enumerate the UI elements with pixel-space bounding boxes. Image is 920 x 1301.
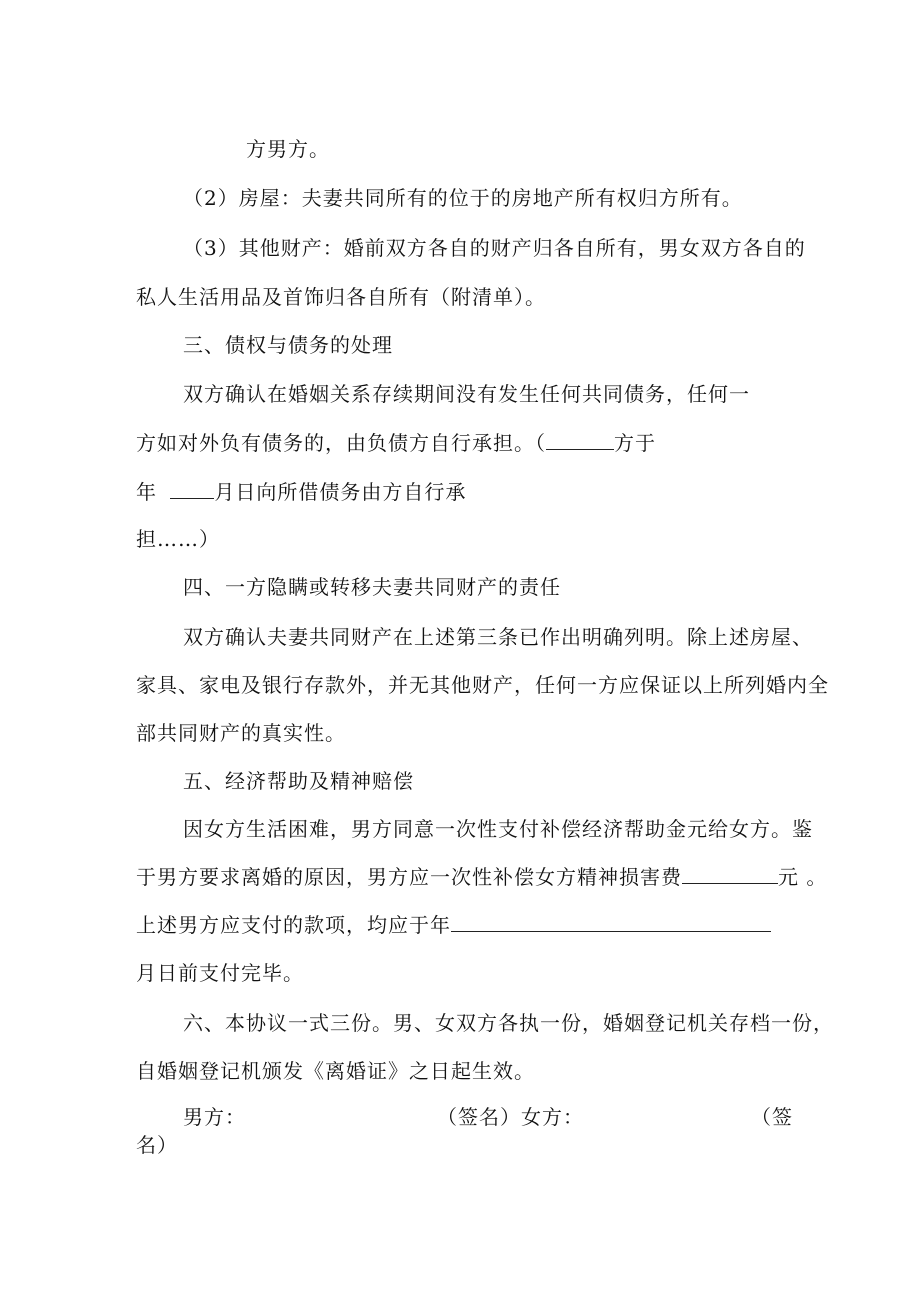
text-line: （3）其他财产：婚前双方各自的财产归各自所有，男女双方各自的 [183,236,806,260]
text-line: 六、本协议一式三份。男、女双方各执一份，婚姻登记机关存档一份， [183,1011,834,1035]
text-line [136,865,827,889]
section-heading: 四、一方隐瞒或转移夫妻共同财产的责任 [183,575,561,599]
text-segment: 于男方要求离婚的原因，男方应一次性补偿女方精神损害费 [136,865,682,889]
text-line: 双方确认夫妻共同财产在上述第三条已作出明确列明。除上述房屋、 [183,625,813,649]
text-segment: 上述男方应支付的款项，均应于年 [136,913,451,937]
text-line: 担……） [136,527,220,551]
text-line [136,480,466,504]
fill-blank [451,913,771,932]
text-segment: 元 。 [778,865,828,889]
text-line: 因女方生活困难，男方同意一次性支付补偿经济帮助金元给女方。鉴 [183,817,813,841]
fill-blank [170,480,214,499]
text-line: 自婚姻登记机颁发《离婚证》之日起生效。 [136,1059,535,1083]
signature-label-male: 男方： [183,1105,246,1129]
text-line: 部共同财产的真实性。 [136,721,346,745]
text-line: 家具、家电及银行存款外，并无其他财产，任何一方应保证以上所列婚内全 [136,673,829,697]
text-line: 月日前支付完毕。 [136,961,304,985]
text-segment: 年 [136,480,157,504]
signature-label-female: （签名）女方： [437,1105,584,1129]
text-line: 双方确认在婚姻关系存续期间没有发生任何共同债务，任何一 [183,382,750,406]
text-line: （2）房屋：夫妻共同所有的位于的房地产所有权归方所有。 [183,186,743,210]
fill-blank [682,865,778,884]
text-line [136,431,656,455]
section-heading: 三、债权与债务的处理 [183,333,393,357]
text-segment: 月日向所借债务由方自行承 [214,480,467,504]
fill-blank [546,431,614,450]
text-line: 私人生活用品及首饰归各自所有（附清单）。 [136,285,546,309]
text-line [136,913,771,937]
signature-label-end-continued: 名） [136,1133,178,1157]
text-segment: 方如对外负有债务的，由负债方自行承担。（ [136,431,546,455]
text-line: 方男方。 [246,137,330,161]
text-segment: 方于 [614,431,656,455]
section-heading: 五、经济帮助及精神赔偿 [183,769,414,793]
signature-label-end: （签 [751,1105,793,1129]
